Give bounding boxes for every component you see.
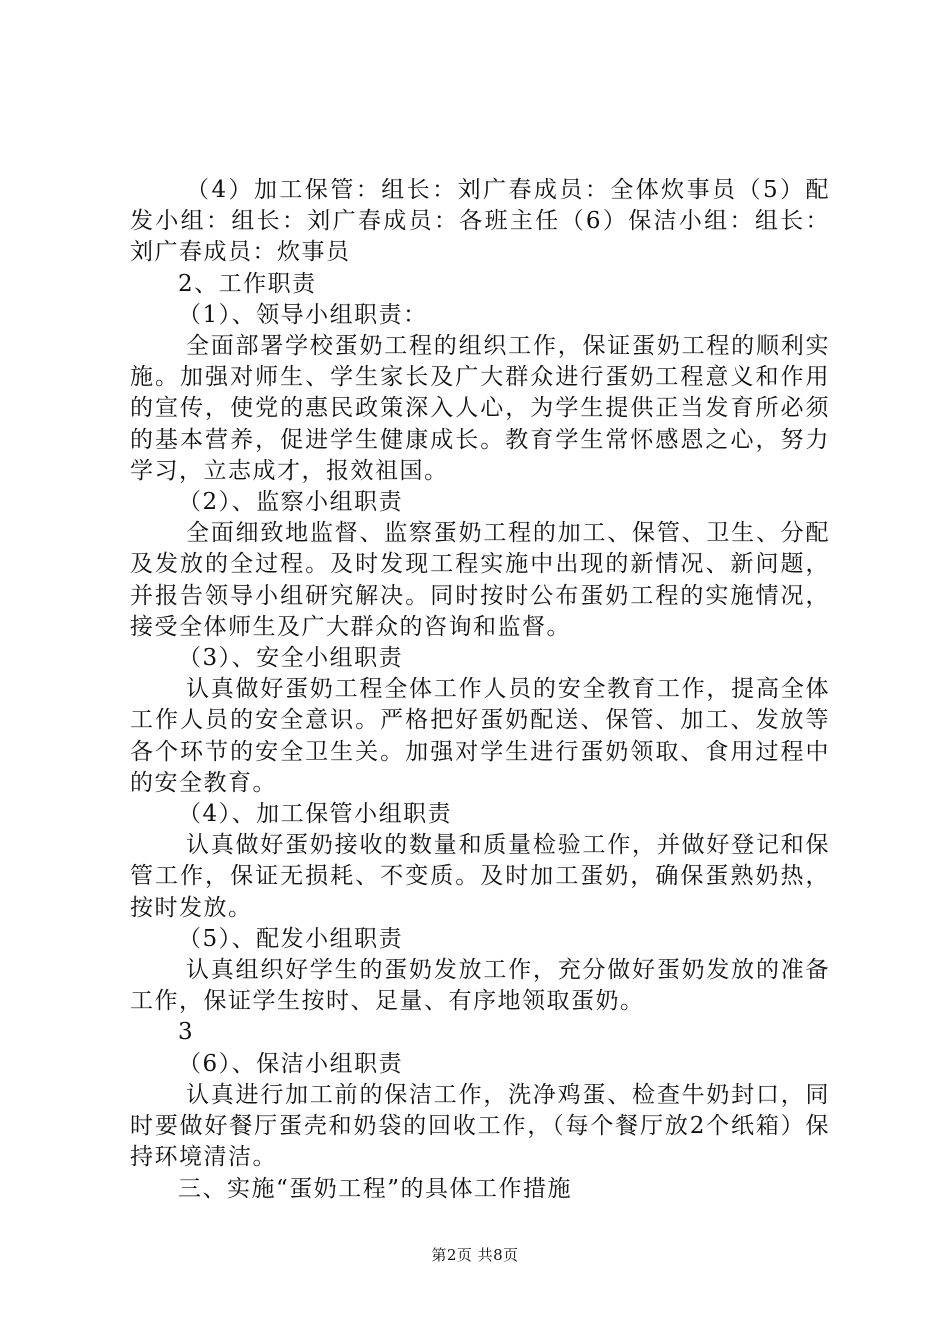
- leadership-duties-paragraph: 全面部署学校蛋奶工程的组织工作，保证蛋奶工程的顺利实施。加强对师生、学生家长及广大群众进行蛋奶工程意义和作用的宣传，使党的惠民政策深入人心，为学生提供正当发育所必须的基本营养，促进学生健康成长。教育学生常怀感恩之心，努力学习，立志成才，报效祖国。: [130, 333, 830, 484]
- document-body: [130, 175, 830, 1205]
- processing-duties-paragraph: 认真做好蛋奶接收的数量和质量检验工作，并做好登记和保管工作，保证无损耗、不变质。及时加工蛋奶，确保蛋熟奶热，按时发放。: [130, 832, 830, 921]
- subheading-distribution-duties: （5）、配发小组职责: [178, 925, 404, 952]
- section-heading-duties: 2、工作职责: [178, 270, 317, 297]
- supervision-duties-paragraph: 全面细致地监督、监察蛋奶工程的加工、保管、卫生、分配及发放的全过程。及时发现工程实施中出现的新情况、新问题，并报告领导小组研究解决。同时按时公布蛋奶工程的实施情况，接受全体师生及广大群众的咨询和监督。: [130, 520, 830, 640]
- safety-duties-paragraph: 认真做好蛋奶工程全体工作人员的安全教育工作，提高全体工作人员的安全意识。严格把好蛋奶配送、保管、加工、发放等各个环节的安全卫生关。加强对学生进行蛋奶领取、食用过程中的安全教育。: [130, 676, 830, 796]
- subheading-supervision-duties: （2）、监察小组职责: [178, 489, 404, 516]
- subheading-leadership-duties: （1）、领导小组职责：: [178, 301, 428, 328]
- subheading-safety-duties: （3）、安全小组职责: [178, 645, 404, 672]
- stray-number: 3: [178, 1019, 195, 1046]
- member-list-paragraph: （4）加工保管：组长：刘广春成员：全体炊事员（5）配发小组：组长：刘广春成员：各班主任（6）保洁小组：组长：刘广春成员：炊事员: [130, 177, 830, 266]
- subheading-cleaning-duties: （6）、保洁小组职责: [178, 1050, 404, 1077]
- distribution-duties-paragraph: 认真组织好学生的蛋奶发放工作，充分做好蛋奶发放的准备工作，保证学生按时、足量、有序地领取蛋奶。: [130, 957, 830, 1015]
- section-heading-measures: 三、实施“蛋奶工程”的具体工作措施: [178, 1175, 573, 1202]
- cleaning-duties-paragraph: 认真进行加工前的保洁工作，洗净鸡蛋、检查牛奶封口，同时要做好餐厅蛋壳和奶袋的回收工作，（每个餐厅放2个纸箱）保持环境清洁。: [130, 1081, 830, 1171]
- page-footer: 第2页 共8页: [431, 1246, 519, 1264]
- subheading-processing-duties: （4）、加工保管小组职责: [178, 801, 453, 828]
